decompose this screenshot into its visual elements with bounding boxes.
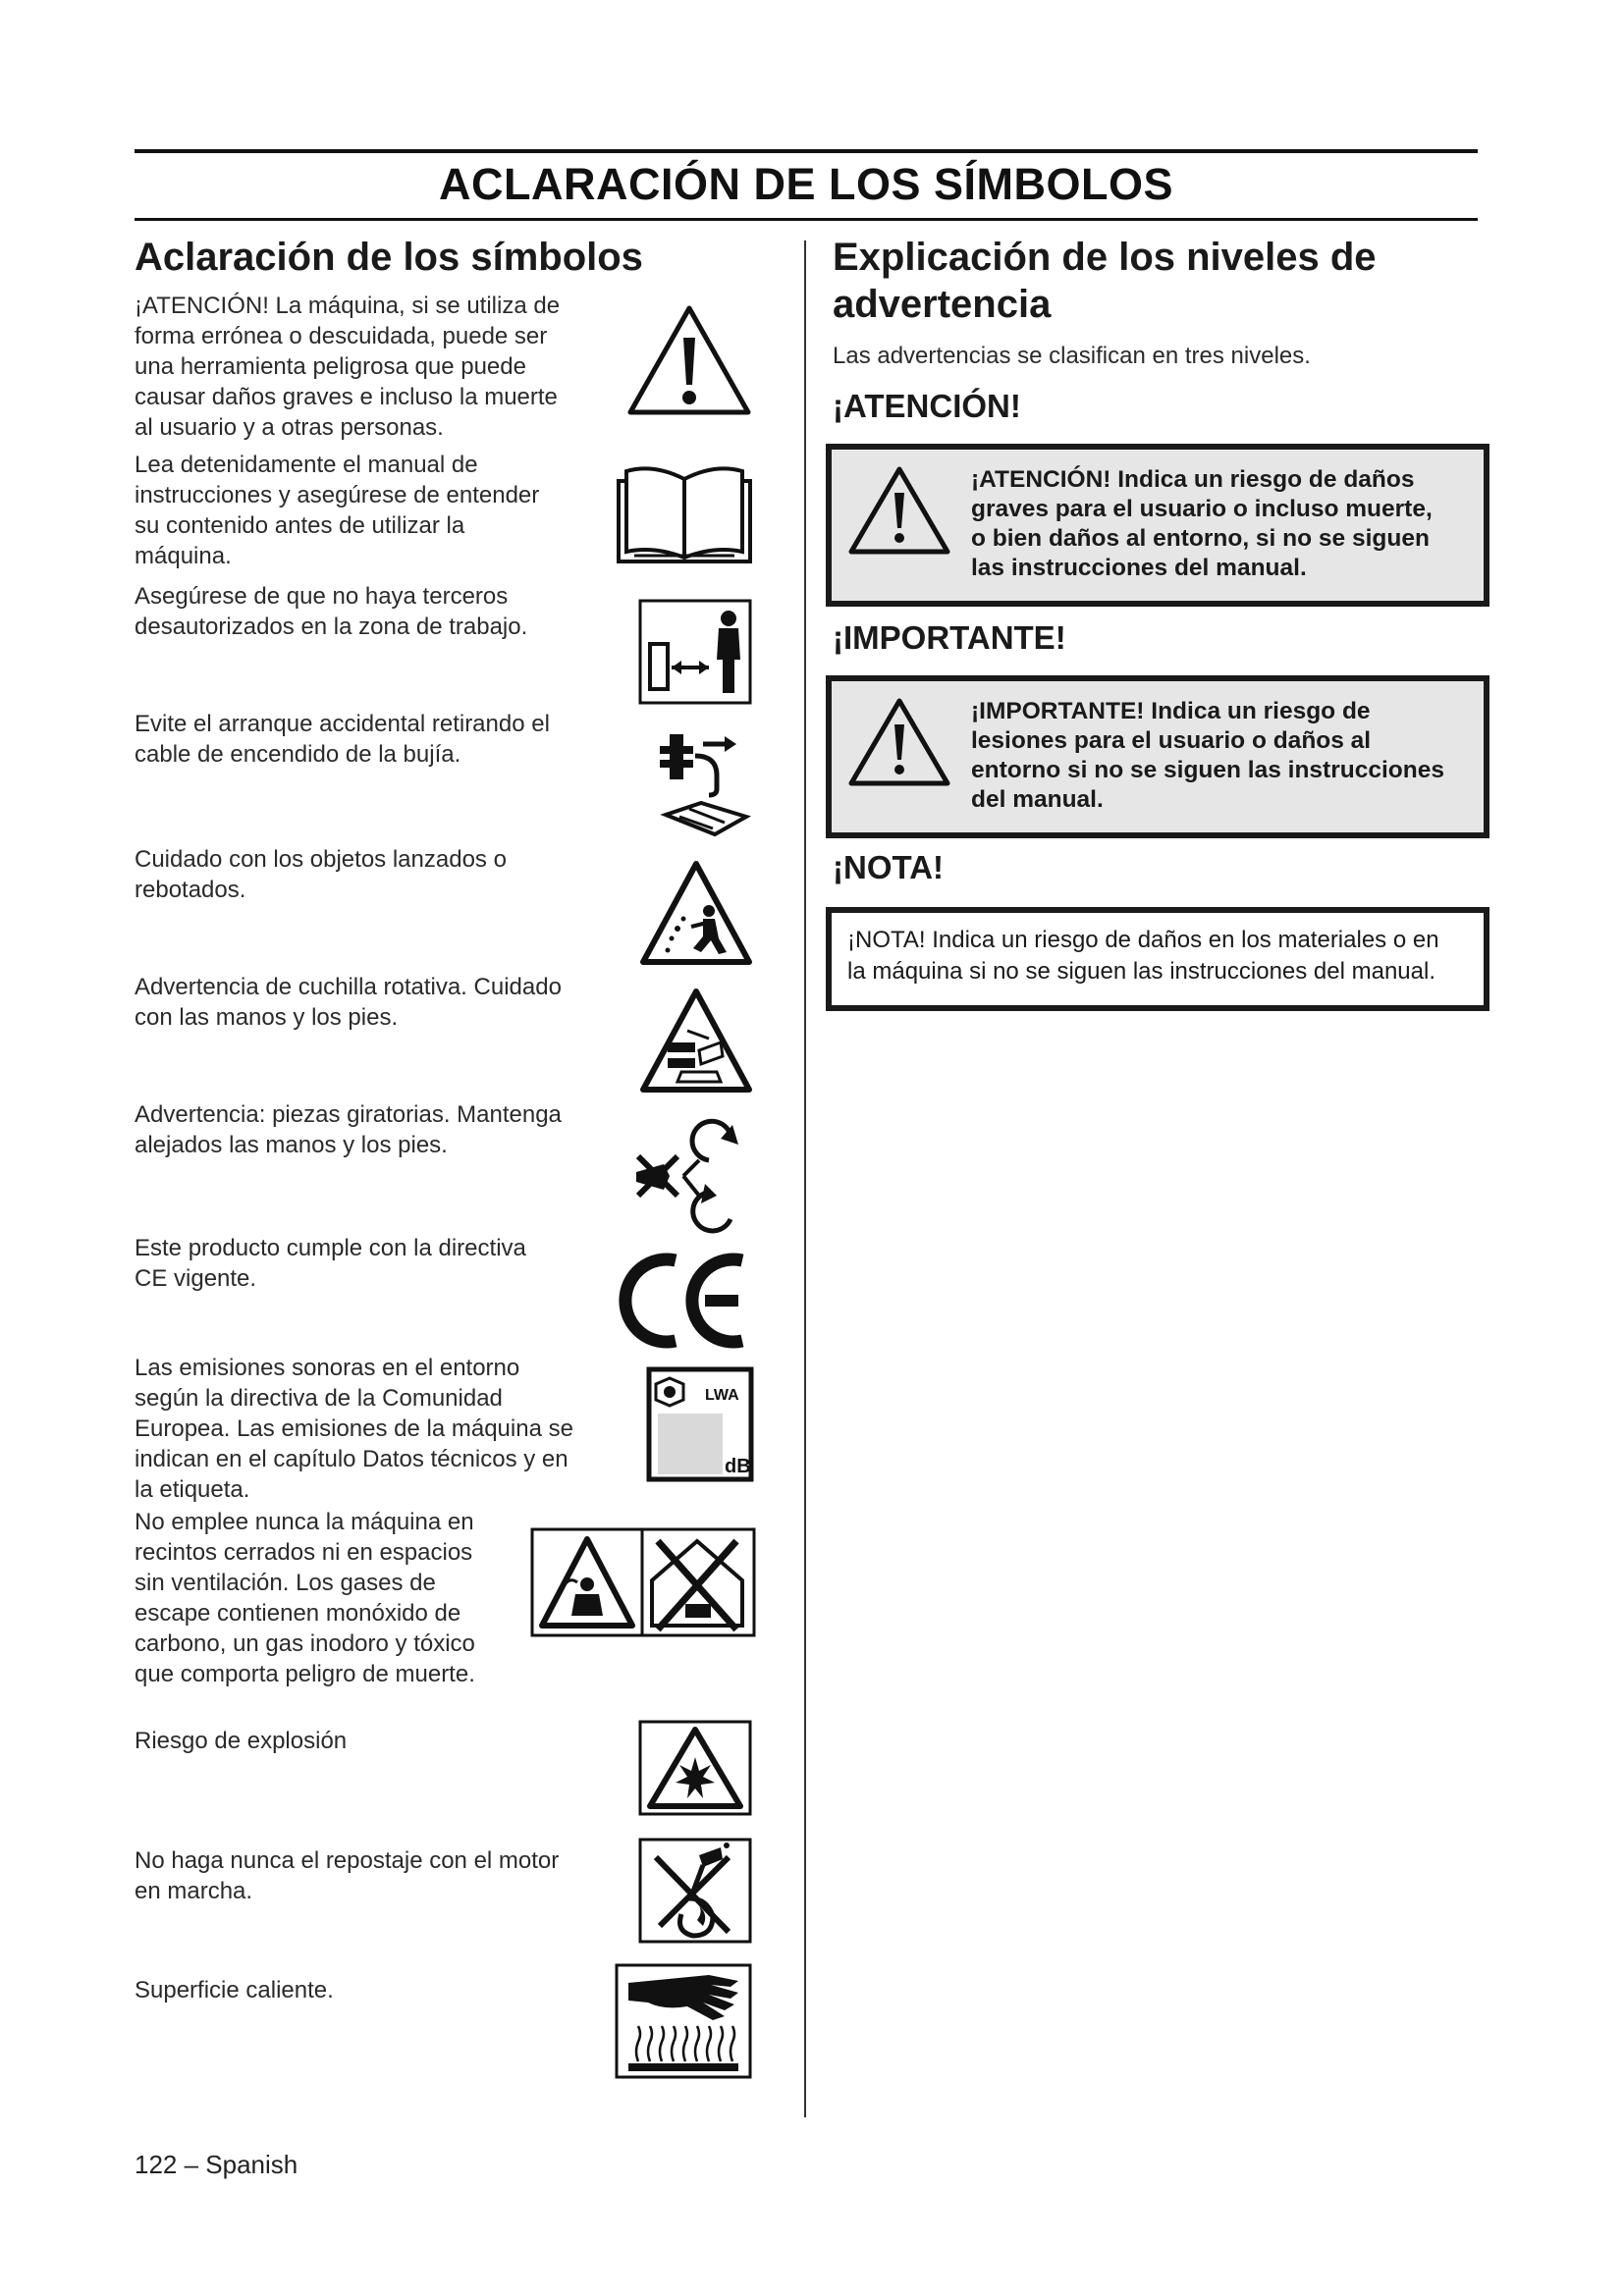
no-refuel-icon	[638, 1838, 752, 1944]
symbol-text-warning	[135, 291, 606, 443]
text-line: o bien daños al entorno, si no se siguen	[971, 525, 1430, 552]
text-line: del manual.	[971, 786, 1104, 813]
text-line: su contenido antes de utilizar la	[135, 512, 465, 539]
text-line: Riesgo de explosión	[135, 1728, 348, 1754]
noise-label-icon	[646, 1366, 754, 1482]
warning-text-importante	[971, 697, 1482, 815]
text-line: Asegúrese de que no haya terceros	[135, 583, 509, 610]
text-line: máquina.	[135, 543, 232, 569]
symbol-text-explosion	[135, 1726, 606, 1756]
symbol-text-noise	[135, 1353, 625, 1505]
exhaust-gas-icon	[530, 1527, 756, 1637]
symbol-text-rotating-blade	[135, 972, 606, 1033]
text-line: sin ventilación. Los gases de	[135, 1570, 436, 1596]
text-line: Las emisiones sonoras en el entorno	[135, 1355, 520, 1381]
warning-triangle-icon	[845, 695, 953, 796]
symbol-text-manual	[135, 450, 596, 571]
text-line: Superficie caliente.	[135, 1977, 334, 2003]
warning-text-atencion	[971, 465, 1482, 583]
text-line: que comporta peligro de muerte.	[135, 1661, 475, 1687]
text-line: al usuario y a otras personas.	[135, 414, 444, 441]
rotating-parts-icon	[630, 1117, 750, 1235]
ce-mark-icon	[615, 1249, 752, 1353]
rotating-blade-icon	[638, 986, 754, 1095]
symbol-text-rotating-parts	[135, 1099, 606, 1160]
text-line: en marcha.	[135, 1878, 253, 1904]
text-line: ¡IMPORTANTE! Indica un riesgo de	[971, 698, 1371, 724]
text-line: una herramienta peligrosa que puede	[135, 353, 526, 380]
symbol-text-refuel	[135, 1845, 616, 1906]
text-line: Advertencia: piezas giratorias. Mantenga	[135, 1101, 562, 1128]
text-line: las instrucciones del manual.	[971, 555, 1307, 581]
note-text	[847, 925, 1480, 988]
symbol-text-bystanders	[135, 581, 606, 642]
level-heading-nota: ¡NOTA!	[833, 849, 945, 885]
text-line: CE vigente.	[135, 1265, 257, 1292]
level-heading-importante: ¡IMPORTANTE!	[833, 619, 1066, 656]
symbol-text-ce	[135, 1233, 606, 1294]
left-section-title: Aclaración de los símbolos	[135, 236, 643, 279]
spark-plug-icon	[656, 721, 754, 842]
text-line: según la directiva de la Comunidad	[135, 1385, 503, 1412]
symbol-text-spark-plug	[135, 709, 606, 770]
page-title: ACLARACIÓN DE LOS SÍMBOLOS	[438, 159, 1173, 209]
text-line: ¡ATENCIÓN! La máquina, si se utiliza de	[135, 293, 561, 319]
text-line: carbono, un gas inodoro y tóxico	[135, 1630, 475, 1657]
header-rule-bottom	[135, 218, 1478, 221]
hot-surface-icon	[615, 1963, 752, 2079]
text-line: No emplee nunca la máquina en	[135, 1509, 474, 1535]
text-line: alejados las manos y los pies.	[135, 1132, 448, 1158]
right-title-line: advertencia	[833, 283, 1052, 326]
right-section-title	[833, 234, 1377, 328]
note-box	[826, 907, 1489, 1011]
text-line: lesiones para el usuario o daños al	[971, 727, 1372, 754]
text-line: instrucciones y asegúrese de entender	[135, 482, 540, 508]
symbol-text-exhaust	[135, 1507, 508, 1689]
text-line: No haga nunca el repostaje con el motor	[135, 1847, 560, 1874]
warning-triangle-icon	[845, 463, 953, 564]
page-number: 122 – Spanish	[135, 2150, 298, 2179]
header-rule-top	[135, 149, 1478, 153]
text-line: ¡NOTA! Indica un riesgo de daños en los materiales o en	[847, 927, 1439, 953]
thrown-objects-icon	[638, 858, 754, 968]
text-line: graves para el usuario o incluso muerte,	[971, 496, 1433, 522]
symbol-text-hot-surface	[135, 1975, 606, 2005]
text-line: Lea detenidamente el manual de	[135, 452, 478, 478]
right-title-line: Explicación de los niveles de	[833, 236, 1377, 279]
text-line: Advertencia de cuchilla rotativa. Cuidado	[135, 974, 562, 1000]
levels-intro: Las advertencias se clasifican en tres niveles.	[833, 343, 1311, 369]
warning-box-atencion	[826, 444, 1489, 607]
text-line: la etiqueta.	[135, 1476, 250, 1503]
text-line: Europea. Las emisiones de la máquina se	[135, 1415, 573, 1442]
noise-db-label: dB	[725, 1456, 751, 1477]
keep-distance-icon	[638, 599, 752, 705]
warning-box-importante	[826, 675, 1489, 838]
text-line: forma errónea o descuidada, puede ser	[135, 323, 548, 349]
text-line: cable de encendido de la bujía.	[135, 741, 461, 768]
noise-lwa-label: LWA	[705, 1387, 739, 1404]
text-line: entorno si no se siguen las instrucciones	[971, 757, 1444, 783]
text-line: recintos cerrados ni en espacios	[135, 1539, 473, 1566]
text-line: escape contienen monóxido de	[135, 1600, 461, 1627]
text-line: Cuidado con los objetos lanzados o	[135, 846, 507, 873]
text-line: con las manos y los pies.	[135, 1004, 399, 1031]
text-line: ¡ATENCIÓN! Indica un riesgo de daños	[971, 466, 1415, 493]
warning-triangle-icon	[624, 302, 754, 418]
symbol-text-thrown-objects	[135, 844, 606, 905]
text-line: la máquina si no se siguen las instrucciones del manual.	[847, 958, 1436, 985]
text-line: indican en el capítulo Datos técnicos y en	[135, 1446, 568, 1472]
explosion-icon	[638, 1720, 752, 1816]
text-line: Este producto cumple con la directiva	[135, 1235, 526, 1261]
read-manual-icon	[615, 461, 754, 565]
column-divider	[804, 240, 806, 2117]
text-line: Evite el arranque accidental retirando el	[135, 711, 550, 737]
text-line: rebotados.	[135, 877, 246, 903]
level-heading-atencion: ¡ATENCIÓN!	[833, 388, 1021, 424]
text-line: causar daños graves e incluso la muerte	[135, 384, 558, 410]
text-line: desautorizados en la zona de trabajo.	[135, 614, 528, 640]
